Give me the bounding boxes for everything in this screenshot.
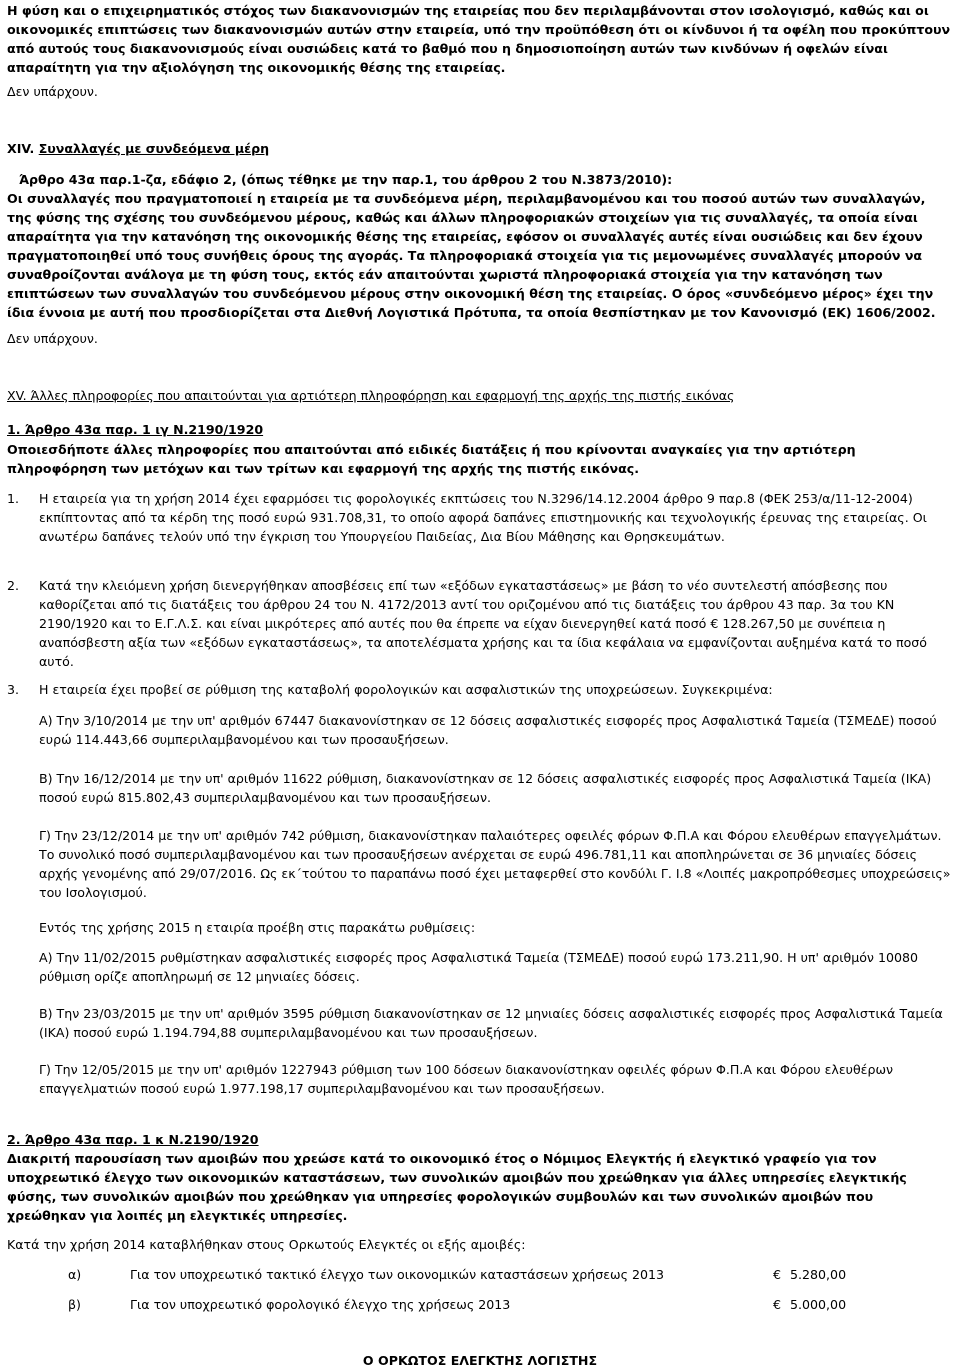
section-15-title: XV. Άλλες πληροφορίες που απαιτούνται για αρτιότερη πληροφόρηση και εφαρμογή της αρχής της πιστής εικόνας xyxy=(7,388,735,403)
section-14-title: Συναλλαγές με συνδεόμενα μέρη xyxy=(38,141,270,156)
section-14-heading xyxy=(7,139,953,158)
subsection-2-body: Διακριτή παρουσίαση των αμοιβών που χρεώσε κατά το οικονομικό έτος ο Νόμιμος Ελεγκτής ή ελεγκτικό γραφείο για τον υποχρεωτικό έλεγχο των οικονομικών καταστάσεων, των συνολικών αμοιβών που χρεώθηκαν για άλλες υπηρεσίες ελεγκτικής φύσης, των συνολικών αμοιβών που χρεώθηκαν για υπηρεσίες φορολογικών συμβουλών και των συνολικών αμοιβών που χρεώθηκαν για λοιπές μη ελεγκτικές υπηρεσίες. xyxy=(7,1151,907,1223)
list-item-number: 2. xyxy=(7,578,20,593)
list-item-number: 1. xyxy=(7,491,20,506)
section-14-answer: Δεν υπάρχουν. xyxy=(7,331,98,346)
arrangement-2015-b: Β) Την 23/03/2015 με την υπ' αριθμόν 3595 ρύθμιση διακανονίστηκαν σε 12 μηνιαίες δόσεις ασφαλιστικές εισφορές προς Ασφαλιστικά Ταμεία (ΙΚΑ) ποσού ευρώ 1.194.794,88 συμπεριλαμβανομένου και των προσαυξήσεων. xyxy=(39,1006,943,1040)
fee-description: Για τον υποχρεωτικό φορολογικό έλεγχο της χρήσεως 2013 xyxy=(130,1297,511,1312)
section-14-law-reference: Άρθρο 43α παρ.1-ζα, εδάφιο 2, (όπως τέθηκε με την παρ.1, του άρθρου 2 του Ν.3873/2010): xyxy=(19,172,673,187)
list-item-text: Η εταιρεία για τη χρήση 2014 έχει εφαρμόσει τις φορολογικές εκπτώσεις του Ν.3296/14.12.2004 άρθρο 9 παρ.8 (ΦΕΚ 253/α/11-12-2004) εκπίπτοντας από τα κέρδη της ποσό ευρώ 931.708,31, το οποίο αφορά δαπάνες επιστημονικής και τεχνολογικής έρευνας της εταιρείας. Οι ανωτέρω δαπάνες τελούν υπό την έγκριση του Υπουργείου Παιδείας, Δια Βίου Μάθησης και Θρησκευμάτων. xyxy=(39,491,927,544)
list-item-text: Η εταιρεία έχει προβεί σε ρύθμιση της καταβολή φορολογικών και ασφαλιστικών της υποχρεώσεων. Συγκεκριμένα: xyxy=(39,682,773,697)
arrangement-2014-c: Γ) Την 23/12/2014 με την υπ' αριθμόν 742 ρύθμιση, διακανονίστηκαν παλαιότερες οφειλές φόρων Φ.Π.Α και Φόρου ελευθέρων επαγγελμάτων. Το συνολικό ποσό συμπεριλαμβανομένου και των προσαυξήσεων ανέρχεται σε ευρώ 496.781,11 και αποπληρώνεται σε 36 μηνιαίες δόσεις αρχής γενομένης από 29/07/2016. Ως εκ΄τούτου το παραπάνω ποσό έχει μεταφερθεί στο κονδύλι Γ. Ι.8 «Λοιπές μακροπρόθεσμες υποχρεώσεις» του Ισολογισμού. xyxy=(39,828,951,900)
list-item-text: Κατά την κλειόμενη χρήση διενεργήθηκαν αποσβέσεις επί των «εξόδων εγκαταστάσεως» με βάση το νέο συντελεστή απόσβεσης που καθορίζεται από τις διατάξεις του άρθρου 24 του Ν. 4172/2013 αντί του οριζομένου από τις διατάξεις του άρθρου 43 παρ. 3α του ΚΝ 2190/1920 και το Ε.Γ.Λ.Σ. και είναι μικρότερες από αυτές που θα έπρεπε να είχαν διενεργηθεί κατά ποσό € 128.267,50 με συνέπεια η αναπόσβεστη αξία των «εξόδων εγκαταστάσεως», τα αποτελέσματα χρήσης και τα ίδια κεφάλαια να εμφανίζονται αυξημένα κατά το ποσό αυτό. xyxy=(39,578,927,669)
fee-label: β) xyxy=(68,1297,81,1312)
fee-row xyxy=(7,1295,953,1314)
subsection-2-heading: 2. Άρθρο 43α παρ. 1 κ Ν.2190/1920 xyxy=(7,1132,259,1147)
fee-description: Για τον υποχρεωτικό τακτικό έλεγχο των οικονομικών καταστάσεων χρήσεως 2013 xyxy=(130,1267,665,1282)
list-item xyxy=(7,489,953,546)
fee-amount: 5.000,00 xyxy=(790,1297,847,1312)
section-14-number: XIV. xyxy=(7,141,35,156)
intro-paragraph: Η φύση και ο επιχειρηματικός στόχος των διακανονισμών της εταιρείας που δεν περιλαμβάνονται στον ισολογισμό, καθώς και οι οικονομικές επιπτώσεις των διακανονισμών αυτών στην εταιρεία, υπό την προϋπόθεση ότι οι κίνδυνοι ή τα οφέλη που προκύπτουν από αυτούς τους διακανονισμούς είναι ουσιώδεις κατά το βαθμό που η δημοσιοποίηση αυτών των κινδύνων ή οφελών είναι απαραίτητη για την αξιολόγηση της οικονομικής θέσης της εταιρείας. xyxy=(7,3,951,75)
fee-row xyxy=(7,1265,953,1284)
fees-intro: Κατά την χρήση 2014 καταβλήθηκαν στους Ορκωτούς Ελεγκτές οι εξής αμοιβές: xyxy=(7,1237,526,1252)
fee-currency: € xyxy=(773,1297,782,1312)
fee-currency: € xyxy=(773,1267,782,1282)
arrangement-2014-a: Α) Την 3/10/2014 με την υπ' αριθμόν 67447 διακανονίστηκαν σε 12 δόσεις ασφαλιστικές εισφορές προς Ασφαλιστικά Ταμεία (ΤΣΜΕΔΕ) ποσού ευρώ 114.443,66 συμπεριλαμβανομένου και των προσαυξήσεων. xyxy=(39,713,937,747)
subsection-1-heading: 1. Άρθρο 43α παρ. 1 ιγ Ν.2190/1920 xyxy=(7,422,264,437)
list-item xyxy=(7,576,953,671)
list-item xyxy=(7,680,953,699)
auditor-signature: Ο ΟΡΚΩΤΟΣ ΕΛΕΓΚΤΗΣ ΛΟΓΙΣΤΗΣ xyxy=(362,1353,598,1368)
intro-answer: Δεν υπάρχουν. xyxy=(7,84,98,99)
arrangement-2015-c: Γ) Την 12/05/2015 με την υπ' αριθμόν 1227943 ρύθμιση των 100 δόσεων διακανονίστηκαν οφειλές φόρων Φ.Π.Α και Φόρου ελευθέρων επαγγελματιών ποσού ευρώ 1.977.198,17 συμπεριλαμβανομένου και των προσαυξήσεων. xyxy=(39,1062,894,1096)
fee-amount: 5.280,00 xyxy=(790,1267,847,1282)
list-item-number: 3. xyxy=(7,682,20,697)
section-14-body: Οι συναλλαγές που πραγματοποιεί η εταιρεία με τα συνδεόμενα μέρη, περιλαμβανομένου και του ποσού αυτών των συναλλαγών, της φύσης της σχέσης του συνδεόμενου μέρους, καθώς και άλλων πληροφοριακών στοιχείων για τις συναλλαγές, τα οποία είναι απαραίτητα για την κατανόηση της οικονομικής θέσης της εταιρείας, εφόσον οι συναλλαγές αυτές είναι ουσιώδεις και δεν έχουν πραγματοποιηθεί υπό τους συνήθεις όρους της αγοράς. Τα πληροφοριακά στοιχεία για τις μεμονωμένες συναλλαγές μπορούν να συναθροίζονται ανάλογα με τη φύση τους, εκτός εάν απαιτούνται χωριστά πληροφοριακά στοιχεία για την κατανόηση των επιπτώσεων των συναλλαγών του συνδεόμενου μέρους στην οικονομική θέση της εταιρείας. Ο όρος «συνδεόμενο μέρος» έχει την ίδια έννοια με αυτή που προσδιορίζεται στα Διεθνή Λογιστικά Πρότυπα, τα οποία θεσπίστηκαν με τον Κανονισμό (ΕΚ) 1606/2002. xyxy=(7,191,936,320)
arrangements-2015-intro: Εντός της χρήσης 2015 η εταιρία προέβη στις παρακάτω ρυθμίσεις: xyxy=(39,920,476,935)
fee-label: α) xyxy=(68,1267,82,1282)
arrangement-2015-a: Α) Την 11/02/2015 ρυθμίστηκαν ασφαλιστικές εισφορές προς Ασφαλιστικά Ταμεία (ΤΣΜΕΔΕ) ποσού ευρώ 173.211,90. Η υπ' αριθμόν 10080 ρύθμιση ορίζε αποπληρωμή σε 12 μηνιαίες δόσεις. xyxy=(39,950,919,984)
arrangement-2014-b: Β) Την 16/12/2014 με την υπ' αριθμόν 11622 ρύθμιση, διακανονίστηκαν σε 12 δόσεις ασφαλιστικές εισφορές προς Ασφαλιστικά Ταμεία (ΙΚΑ) ποσού ευρώ 815.802,43 συμπεριλαμβανομένου και των προσαυξήσεων. xyxy=(39,771,932,805)
subsection-1-body: Οποιεσδήποτε άλλες πληροφορίες που απαιτούνται από ειδικές διατάξεις ή που κρίνονται αναγκαίες για την αρτιότερη πληροφόρηση των μετόχων και των τρίτων και εφαρμογή της αρχής της πιστής εικόνας. xyxy=(7,442,856,476)
